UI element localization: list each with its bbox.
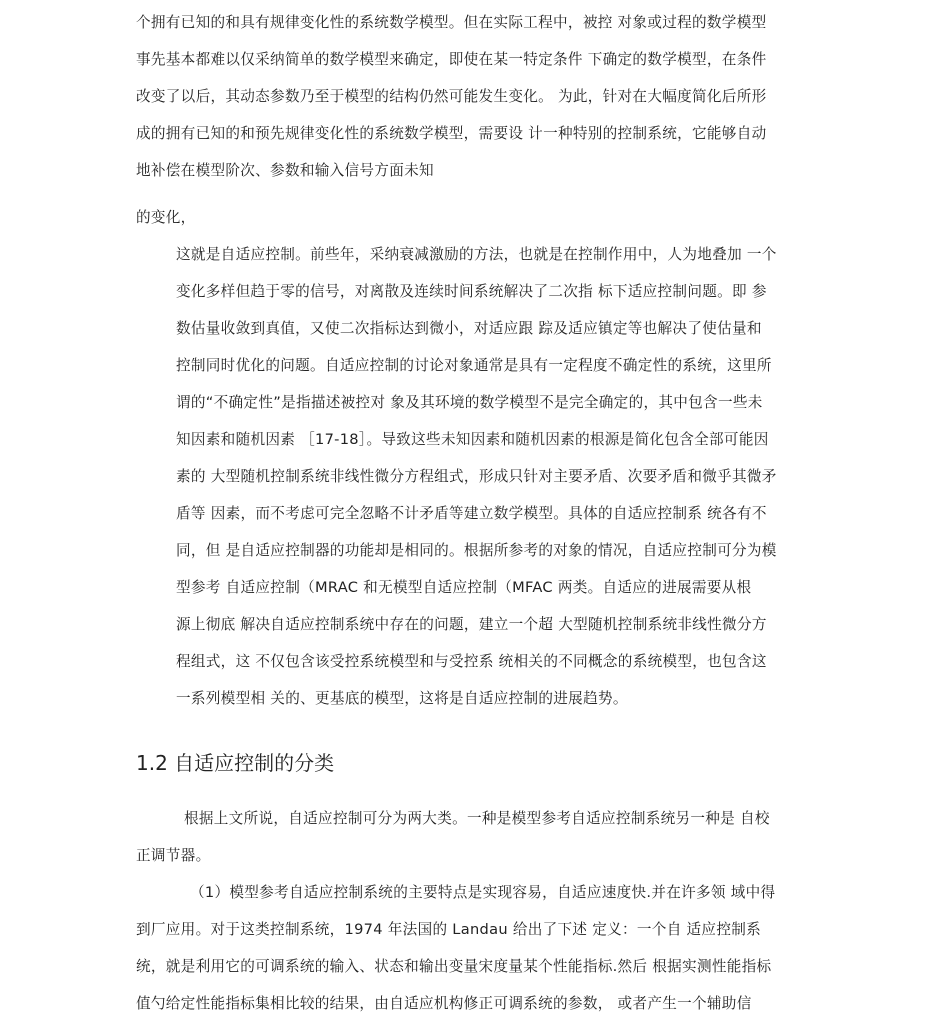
text-line: 根据上文所说，自适应控制可分为两大类。一种是模型参考自适应控制系统另一种是 自校 (184, 810, 770, 827)
text-line: 统，就是利用它的可调系统的输入、状态和输出变量宋度量某个性能指标.然后 根据实测性能指标 (136, 958, 772, 975)
text-line: 个拥有已知的和具有规律变化性的系统数学模型。但在实际工程中，被控 对象或过程的数学模型 (136, 14, 767, 31)
text-line: 素的 大型随机控制系统非线性微分方程组式，形成只针对主要矛盾、次要矛盾和微乎其微矛 (176, 468, 777, 485)
text-line: 改变了以后，其动态参数乃至于模型的结构仍然可能发生变化。 为此，针对在大幅度简化后所形 (136, 88, 767, 105)
text-line: 正调节器。 (136, 847, 211, 864)
text-line: 谓的“不确定性”是指描述被控对 象及其环境的数学模型不是完全确定的，其中包含一些未 (176, 394, 763, 411)
text-line: 事先基本都难以仅采纳简单的数学模型来确定，即使在某一特定条件 下确定的数学模型，在条件 (136, 51, 767, 68)
text-line: 的变化， (136, 209, 196, 226)
text-line: 数估量收敛到真值，又使二次指标达到微小，对适应跟 踪及适应镇定等也解决了使估量和 (176, 320, 762, 337)
text-line: 地补偿在模型阶次、参数和输入信号方面未知 (136, 162, 434, 179)
text-line: 这就是自适应控制。前些年，采纳衰减激励的方法，也就是在控制作用中，人为地叠加 一个 (176, 246, 777, 263)
text-line: 变化多样但趋于零的信号，对离散及连续时间系统解决了二次指 标下适应控制问题。即 参 (176, 283, 767, 300)
text-line: （1）模型参考自适应控制系统的主要特点是实现容易，自适应速度快.并在许多领 域中得 (190, 884, 776, 901)
text-line: 知因素和随机因素 ［17-18］。导致这些未知因素和随机因素的根源是简化包含全部可能因 (176, 431, 769, 448)
text-line: 型参考 自适应控制（MRAC 和无模型自适应控制（MFAC 两类。自适应的进展需要从根 (176, 579, 752, 596)
text-line: 成的拥有已知的和预先规律变化性的系统数学模型，需要设 计一种特别的控制系统，它能够自动 (136, 125, 767, 142)
text-line: 源上彻底 解决自适应控制系统中存在的问题，建立一个超 大型随机控制系统非线性微分方 (176, 616, 767, 633)
text-line: 盾等 因素，而不考虑可完全忽略不计矛盾等建立数学模型。具体的自适应控制系 统各有不 (176, 505, 767, 522)
text-line: 到厂应用。对于这类控制系统，1974 年法国的 Landau 给出了下述 定义：一个自 适应控制系 (136, 921, 762, 938)
section-heading: 1.2 自适应控制的分类 (136, 751, 335, 775)
text-line: 控制同时优化的问题。自适应控制的讨论对象通常是具有一定程度不确定性的系统，这里所 (176, 357, 772, 374)
text-line: 一系列模型相 关的、更基底的模型，这将是自适应控制的进展趋势。 (176, 690, 628, 707)
text-line: 程组式，这 不仅包含该受控系统模型和与受控系 统相关的不同概念的系统模型，也包含这 (176, 653, 767, 670)
text-line: 同，但 是自适应控制器的功能却是相同的。根据所参考的对象的情况，自适应控制可分为模 (176, 542, 777, 559)
text-line: 值勺给定性能指标集相比较的结果，由自适应机构修正可调系统的参数， 或者产生一个辅助信 (136, 995, 752, 1012)
